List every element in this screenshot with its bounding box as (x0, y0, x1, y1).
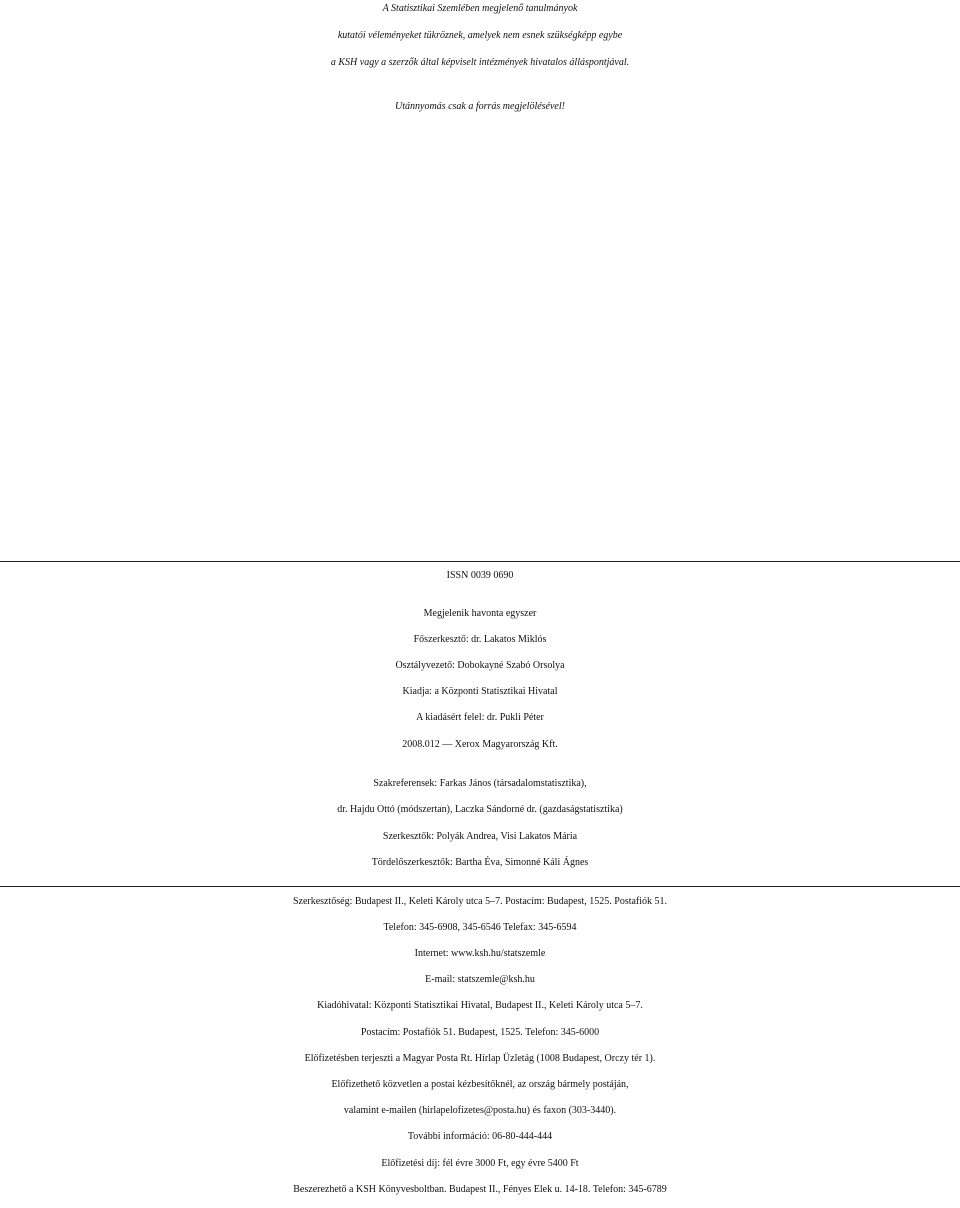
masthead-line: Megjelenik havonta egyszer (423, 608, 537, 619)
masthead-line: 2008.012 — Xerox Magyarország Kft. (402, 739, 558, 750)
editors-line: Szerkesztők: Polyák Andrea, Visi Lakatos Mária (382, 831, 578, 842)
contact-line: További információ: 06-80-444-444 (407, 1131, 553, 1142)
issn: ISSN 0039 0690 (446, 570, 514, 581)
editors-line: dr. Hajdu Ottó (módszertan), Laczka Sándorné dr. (gazdaságstatisztika) (337, 804, 623, 815)
masthead-line: Osztályvezető: Dobokayné Szabó Orsolya (395, 660, 565, 671)
disclaimer-line-3: a KSH vagy a szerzők által képviselt intézmények hivatalos álláspontjával. (330, 57, 630, 68)
contact-line: Előfizetési díj: fél évre 3000 Ft, egy évre 5400 Ft (381, 1158, 579, 1169)
contact-line: Postacím: Postafiók 51. Budapest, 1525. Telefon: 345-6000 (360, 1027, 600, 1038)
contact-line: E-mail: statszemle@ksh.hu (425, 974, 535, 985)
editors-line: Tördelőszerkesztők: Bartha Éva, Simonné Káli Ágnes (371, 857, 589, 868)
contact-line: Internet: www.ksh.hu/statszemle (414, 948, 546, 959)
contact-line: Kiadóhivatal: Központi Statisztikai Hivatal, Budapest II., Keleti Károly utca 5–7. (317, 1000, 643, 1011)
editors-line: Szakreferensek: Farkas János (társadalomstatisztika), (373, 778, 587, 789)
contact-line: valamint e-mailen (hirlapelofizetes@posta.hu) és faxon (303-3440). (343, 1105, 617, 1116)
reprint-notice: Utánnyomás csak a forrás megjelölésével! (395, 101, 565, 112)
contact-line: Előfizethető közvetlen a postai kézbesítőknél, az ország bármely postáján, (331, 1079, 629, 1090)
middle-rule (0, 886, 960, 887)
contact-line: Szerkesztőség: Budapest II., Keleti Károly utca 5–7. Postacím: Budapest, 1525. Postafiók 51. (292, 896, 668, 907)
contact-line: Előfizetésben terjeszti a Magyar Posta Rt. Hírlap Üzletág (1008 Budapest, Orczy tér 1). (304, 1053, 656, 1064)
contact-line: Telefon: 345-6908, 345-6546 Telefax: 345-6594 (383, 922, 577, 933)
contact-line: Beszerezhető a KSH Könyvesboltban. Budapest II., Fényes Elek u. 14-18. Telefon: 345-6789 (293, 1184, 667, 1195)
top-rule (0, 561, 960, 562)
disclaimer-line-2: kutatói véleményeket tükröznek, amelyek nem esnek szükségképp egybe (337, 30, 623, 41)
masthead-line: Főszerkesztő: dr. Lakatos Miklós (413, 634, 547, 645)
masthead-line: A kiadásért felel: dr. Pukli Péter (416, 712, 544, 723)
disclaimer-line-1: A Statisztikai Szemlében megjelenő tanulmányok (382, 3, 578, 14)
masthead-line: Kiadja: a Központi Statisztikai Hivatal (402, 686, 558, 697)
